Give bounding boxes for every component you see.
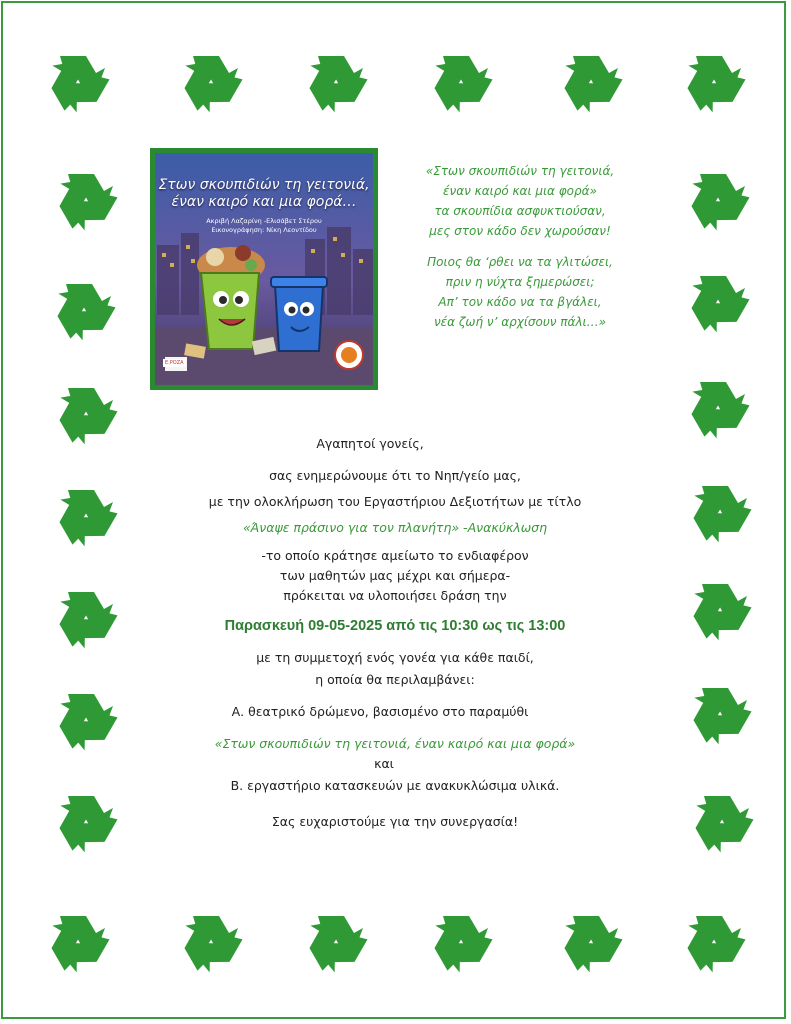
recycle-icon	[40, 154, 132, 246]
thanks-line: Σας ευχαριστούμε για την συνεργασία!	[271, 814, 519, 829]
publisher-logo: Ε.ΡΟΖΑ	[165, 360, 184, 366]
recycle-icon	[676, 776, 768, 868]
recycle-icon	[668, 36, 760, 128]
book-cover-title: Στων σκουπιδιών τη γειτονιά, έναν καιρό και μια φορά…	[158, 177, 370, 210]
poem-line: νέα ζωή ν’ αρχίσουν πάλι…»	[433, 315, 607, 329]
book-cover-credits: Ακριβή Λαζαρίνη -Ελισάβετ Στέρου Εικονογράφηση: Νίκη Λεοντίδου	[206, 217, 322, 234]
recycle-icon	[290, 896, 382, 988]
letter-line: -το οποίο κράτησε αμείωτο το ενδιαφέρον	[261, 548, 529, 563]
letter-body	[140, 434, 650, 832]
recycle-icon	[40, 470, 132, 562]
recycle-icon	[668, 896, 760, 988]
recycle-icon	[672, 362, 764, 454]
poem-stanza-2	[386, 252, 654, 332]
poem-excerpt	[386, 161, 654, 332]
poem-line: έναν καιρό και μια φορά»	[443, 184, 597, 198]
recycle-icon	[545, 36, 637, 128]
letter-line: των μαθητών μας μέχρι και σήμερα-	[279, 568, 511, 583]
poem-line: Ποιος θα ‘ρθει να τα γλιτώσει,	[427, 255, 613, 269]
letter-line: σας ενημερώνουμε ότι το Νηπ/γείο μας,	[269, 468, 521, 483]
letter-line: με την ολοκλήρωση του Εργαστήριου Δεξιοτήτων με τίτλο	[208, 494, 582, 509]
event-date-time: Παρασκευή 09-05-2025 από τις 10:30 ως τις 13:00	[224, 618, 566, 634]
poem-line: «Στων σκουπιδιών τη γειτονιά,	[425, 164, 615, 178]
recycle-icon	[40, 776, 132, 868]
letter-line: με τη συμμετοχή ενός γονέα για κάθε παιδί,	[256, 650, 534, 665]
recycle-icon	[165, 896, 257, 988]
recycle-icon	[674, 466, 766, 558]
conjunction: και	[374, 756, 394, 771]
poem-stanza-1	[386, 161, 654, 241]
poem-line: μες στον κάδο δεν χωρούσαν!	[429, 224, 611, 238]
recycle-icon	[40, 572, 132, 664]
poem-line: Απ’ τον κάδο να τα βγάλει,	[438, 295, 602, 309]
letter-greeting: Αγαπητοί γονείς,	[316, 436, 424, 451]
recycle-icon	[32, 896, 124, 988]
activity-item-a: Α. θεατρικό δρώμενο, βασισμένο στο παραμύθι	[231, 704, 529, 719]
poem-line: πριν η νύχτα ξημερώσει;	[445, 275, 595, 289]
recycle-icon	[415, 896, 507, 988]
recycle-icon	[674, 564, 766, 656]
recycle-icon	[545, 896, 637, 988]
activity-item-b: Β. εργαστήριο κατασκευών με ανακυκλώσιμα υλικά.	[230, 778, 560, 793]
recycle-icon	[290, 36, 382, 128]
poem-line: τα σκουπίδια ασφυκτιούσαν,	[434, 204, 606, 218]
book-cover	[150, 148, 378, 390]
recycle-icon	[38, 264, 130, 356]
recycle-icon	[672, 154, 764, 246]
recycle-icon	[672, 256, 764, 348]
letter-line: η οποία θα περιλαμβάνει:	[315, 672, 475, 687]
recycle-icon	[165, 36, 257, 128]
recycle-icon	[32, 36, 124, 128]
workshop-title: «Άναψε πράσινο για τον πλανήτη» -Ανακύκλωση	[242, 520, 548, 535]
recycle-icon	[674, 668, 766, 760]
story-title: «Στων σκουπιδιών τη γειτονιά, έναν καιρό και μια φορά»	[214, 736, 576, 751]
recycle-icon	[415, 36, 507, 128]
letter-line: πρόκειται να υλοποιήσει δράση την	[283, 588, 507, 603]
